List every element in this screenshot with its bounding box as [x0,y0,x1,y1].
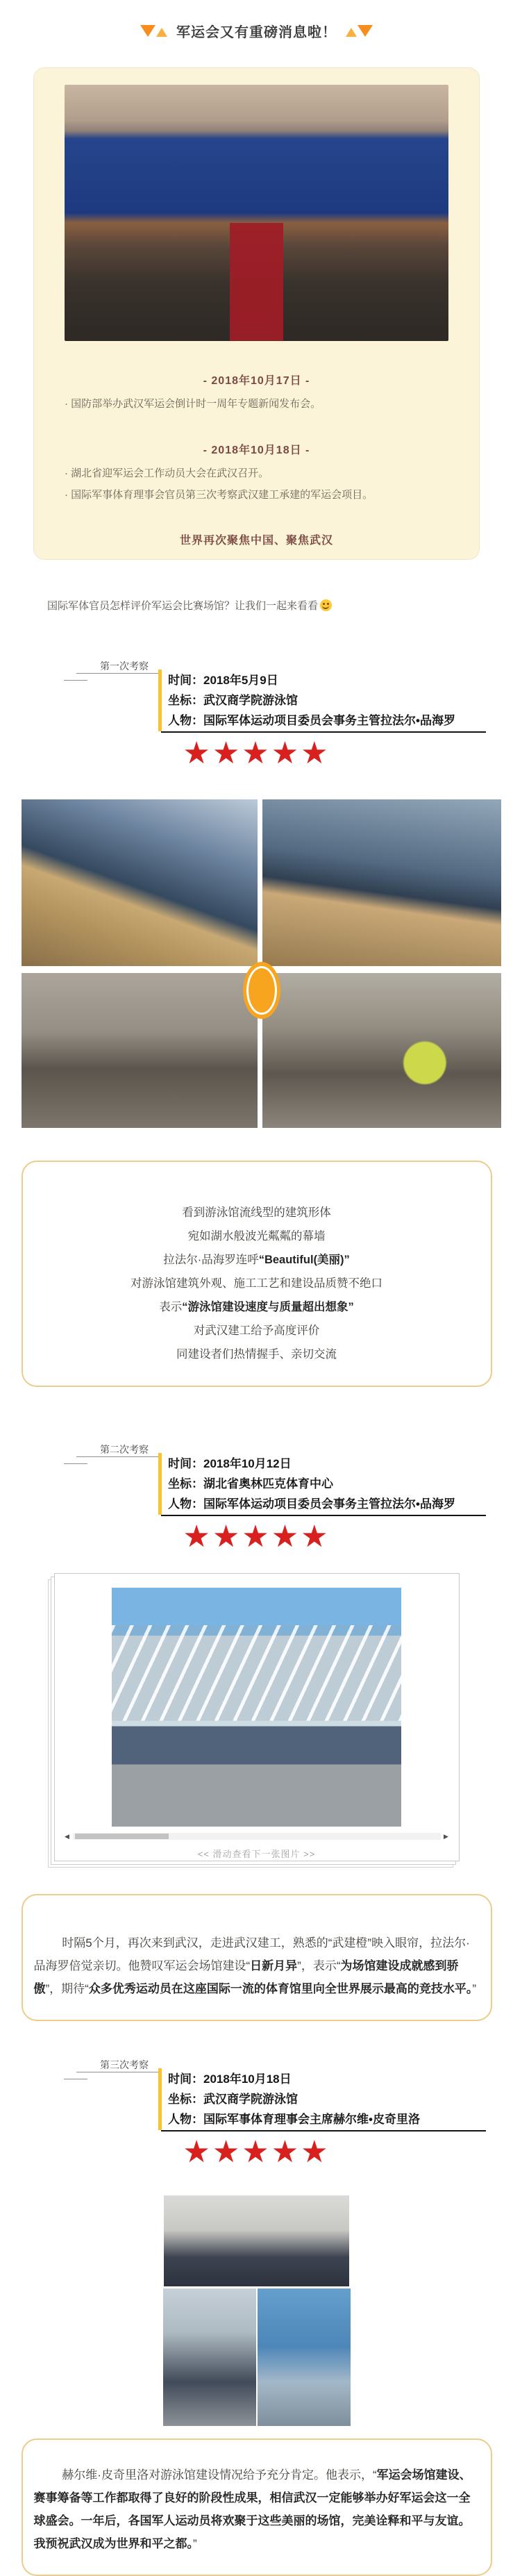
page-title: 军运会又有重磅消息啦！ [176,25,337,40]
visit-2-header [0,1443,513,1516]
press-conference-photo [65,85,448,341]
event-date-heading: - 2018年10月18日 - [203,444,310,456]
visit-1-comment-card [22,1161,492,1387]
viewer-caption: << 滑动查看下一张图片 >> [197,1849,316,1859]
visit-2-comment-card [22,1894,492,2021]
visit-person: 人物：国际军体运动项目委员会事务主管拉法尔•品海罗 [168,1497,455,1511]
orange-oval-divider-icon [243,962,280,1019]
swimming-hall-exterior-photo [22,799,258,966]
comment-line: 对武汉建工给予高度评价 [193,1324,320,1337]
title-triangles-right-icon [345,24,373,38]
visit-3-info [168,2069,487,2129]
scroll-track[interactable] [73,1833,441,1840]
pool-hall-photo [258,2288,351,2426]
event-bullet: · 国防部举办武汉军运会倒计时一周年专题新闻发布会。 [65,398,321,410]
visit-time: 时间：2018年5月9日 [168,674,278,687]
title-triangles-left-icon [140,24,168,38]
viewer-scrollbar[interactable] [63,1832,451,1840]
visit-1-header [0,659,513,733]
intro-question-text: 国际军体官员怎样评价军运会比赛场馆？让我们一起来看看 [47,600,319,612]
yellow-accent-bar [158,2068,162,2130]
event-bullet: · 国际军事体育理事会官员第三次考察武汉建工承建的军运会项目。 [65,489,373,501]
visit-2-info [168,1454,487,1514]
comment-line: 拉法尔·品海罗连呼“Beautiful(美丽)” [163,1254,350,1266]
comment-line: 看到游泳馆流线型的建筑形体 [182,1206,331,1219]
indoor-inspection-photo [22,973,258,1128]
label-underline-decoration [76,673,158,674]
scroll-thumb[interactable] [75,1834,169,1839]
yellow-accent-bar [158,670,162,731]
scroll-right-arrow-icon[interactable]: ▶ [444,1833,448,1840]
visit-time: 时间：2018年10月18日 [168,2072,292,2086]
visit-1-label: 第一次考察 [100,660,149,672]
visit-3-label: 第三次考察 [100,2059,149,2070]
visit-venue: 坐标：湖北省奥林匹克体育中心 [168,1477,333,1490]
label-underline-decoration [76,1456,158,1457]
signing-wall-photo [163,2288,256,2426]
comment-line: 对游泳馆建筑外观、施工工艺和建设品质赞不绝口 [131,1277,382,1290]
visit-2-label: 第二次考察 [100,1444,149,1455]
visit-3-photo-row [0,2288,513,2426]
info-underline [161,2130,486,2132]
visit-3-section [0,2058,513,2576]
label-dash-decoration [64,1463,87,1464]
info-underline [161,1515,486,1516]
page-header [0,0,513,41]
visit-3-comment-card [22,2438,492,2576]
indoor-tour-photo [164,2195,349,2286]
event-date-heading: - 2018年10月17日 - [203,375,310,387]
visit-person: 人物：国际军体运动项目委员会事务主管拉法尔•品海罗 [168,714,455,727]
visit-1-photo-grid [22,799,501,1128]
event-bullet: · 湖北省迎军运会工作动员大会在武汉召开。 [65,467,269,479]
smile-emoji-icon [320,599,332,611]
visit-venue: 坐标：武汉商学院游泳馆 [168,694,298,707]
visit-1-info [168,670,487,731]
scroll-left-arrow-icon[interactable]: ◀ [65,1833,69,1840]
info-underline [161,731,486,733]
yellow-accent-bar [158,1453,162,1515]
visit-person: 人物：国际军事体育理事会主席赫尔维•皮奇里洛 [168,2113,420,2126]
comment-paragraph: 时隔5个月，再次来到武汉，走进武汉建工，熟悉的“武建橙”映入眼帘，拉法尔·品海罗倍觉亲切。他赞叹军运会场馆建设“日新月异”，表示“为场馆建设成就感到骄傲”，期待“众多优秀运动员在这座国际一流的体育馆里向全世界展示最高的竞技水平。” [33,1936,476,1995]
swipe-photo-viewer [54,1573,460,1861]
comment-paragraph: 赫尔维·皮奇里洛对游泳馆建设情况给予充分肯定。他表示，“军运会场馆建设、赛事筹备等工作都取得了良好的阶段性成果，相信武汉一定能够举办好军运会这一全球盛会。一年后，各国军人运动员将欢聚于这些美丽的场馆，完美诠释和平与友谊。我预祝武汉成为世界和平之都。” [33,2468,471,2550]
comment-line: 表示“游泳馆建设速度与质量超出想象” [159,1301,354,1313]
visit-3-header [0,2058,513,2132]
visit-1-rating-stars: ★★★★★ [183,736,330,771]
visit-time: 时间：2018年10月12日 [168,1457,292,1470]
orange-oval-inner-ring [246,966,277,1015]
visit-venue: 坐标：武汉商学院游泳馆 [168,2093,298,2106]
visit-2-rating-stars: ★★★★★ [183,1519,330,1554]
label-dash-decoration [64,680,87,681]
handshake-photo [262,973,501,1128]
comment-line: 同建设者们热情握手、亲切交流 [176,1348,337,1361]
news-summary-card [33,67,480,560]
visit-2-section [0,1443,513,2021]
visit-1-section [0,659,513,1387]
delegation-group-photo [262,799,501,966]
olympic-center-photo[interactable] [112,1588,401,1827]
comment-line: 宛如湖水般波光粼粼的幕墙 [187,1230,326,1243]
news-highlight: 世界再次聚焦中国、聚焦武汉 [179,535,333,547]
visit-3-rating-stars: ★★★★★ [183,2134,330,2170]
intro-question [47,599,485,613]
